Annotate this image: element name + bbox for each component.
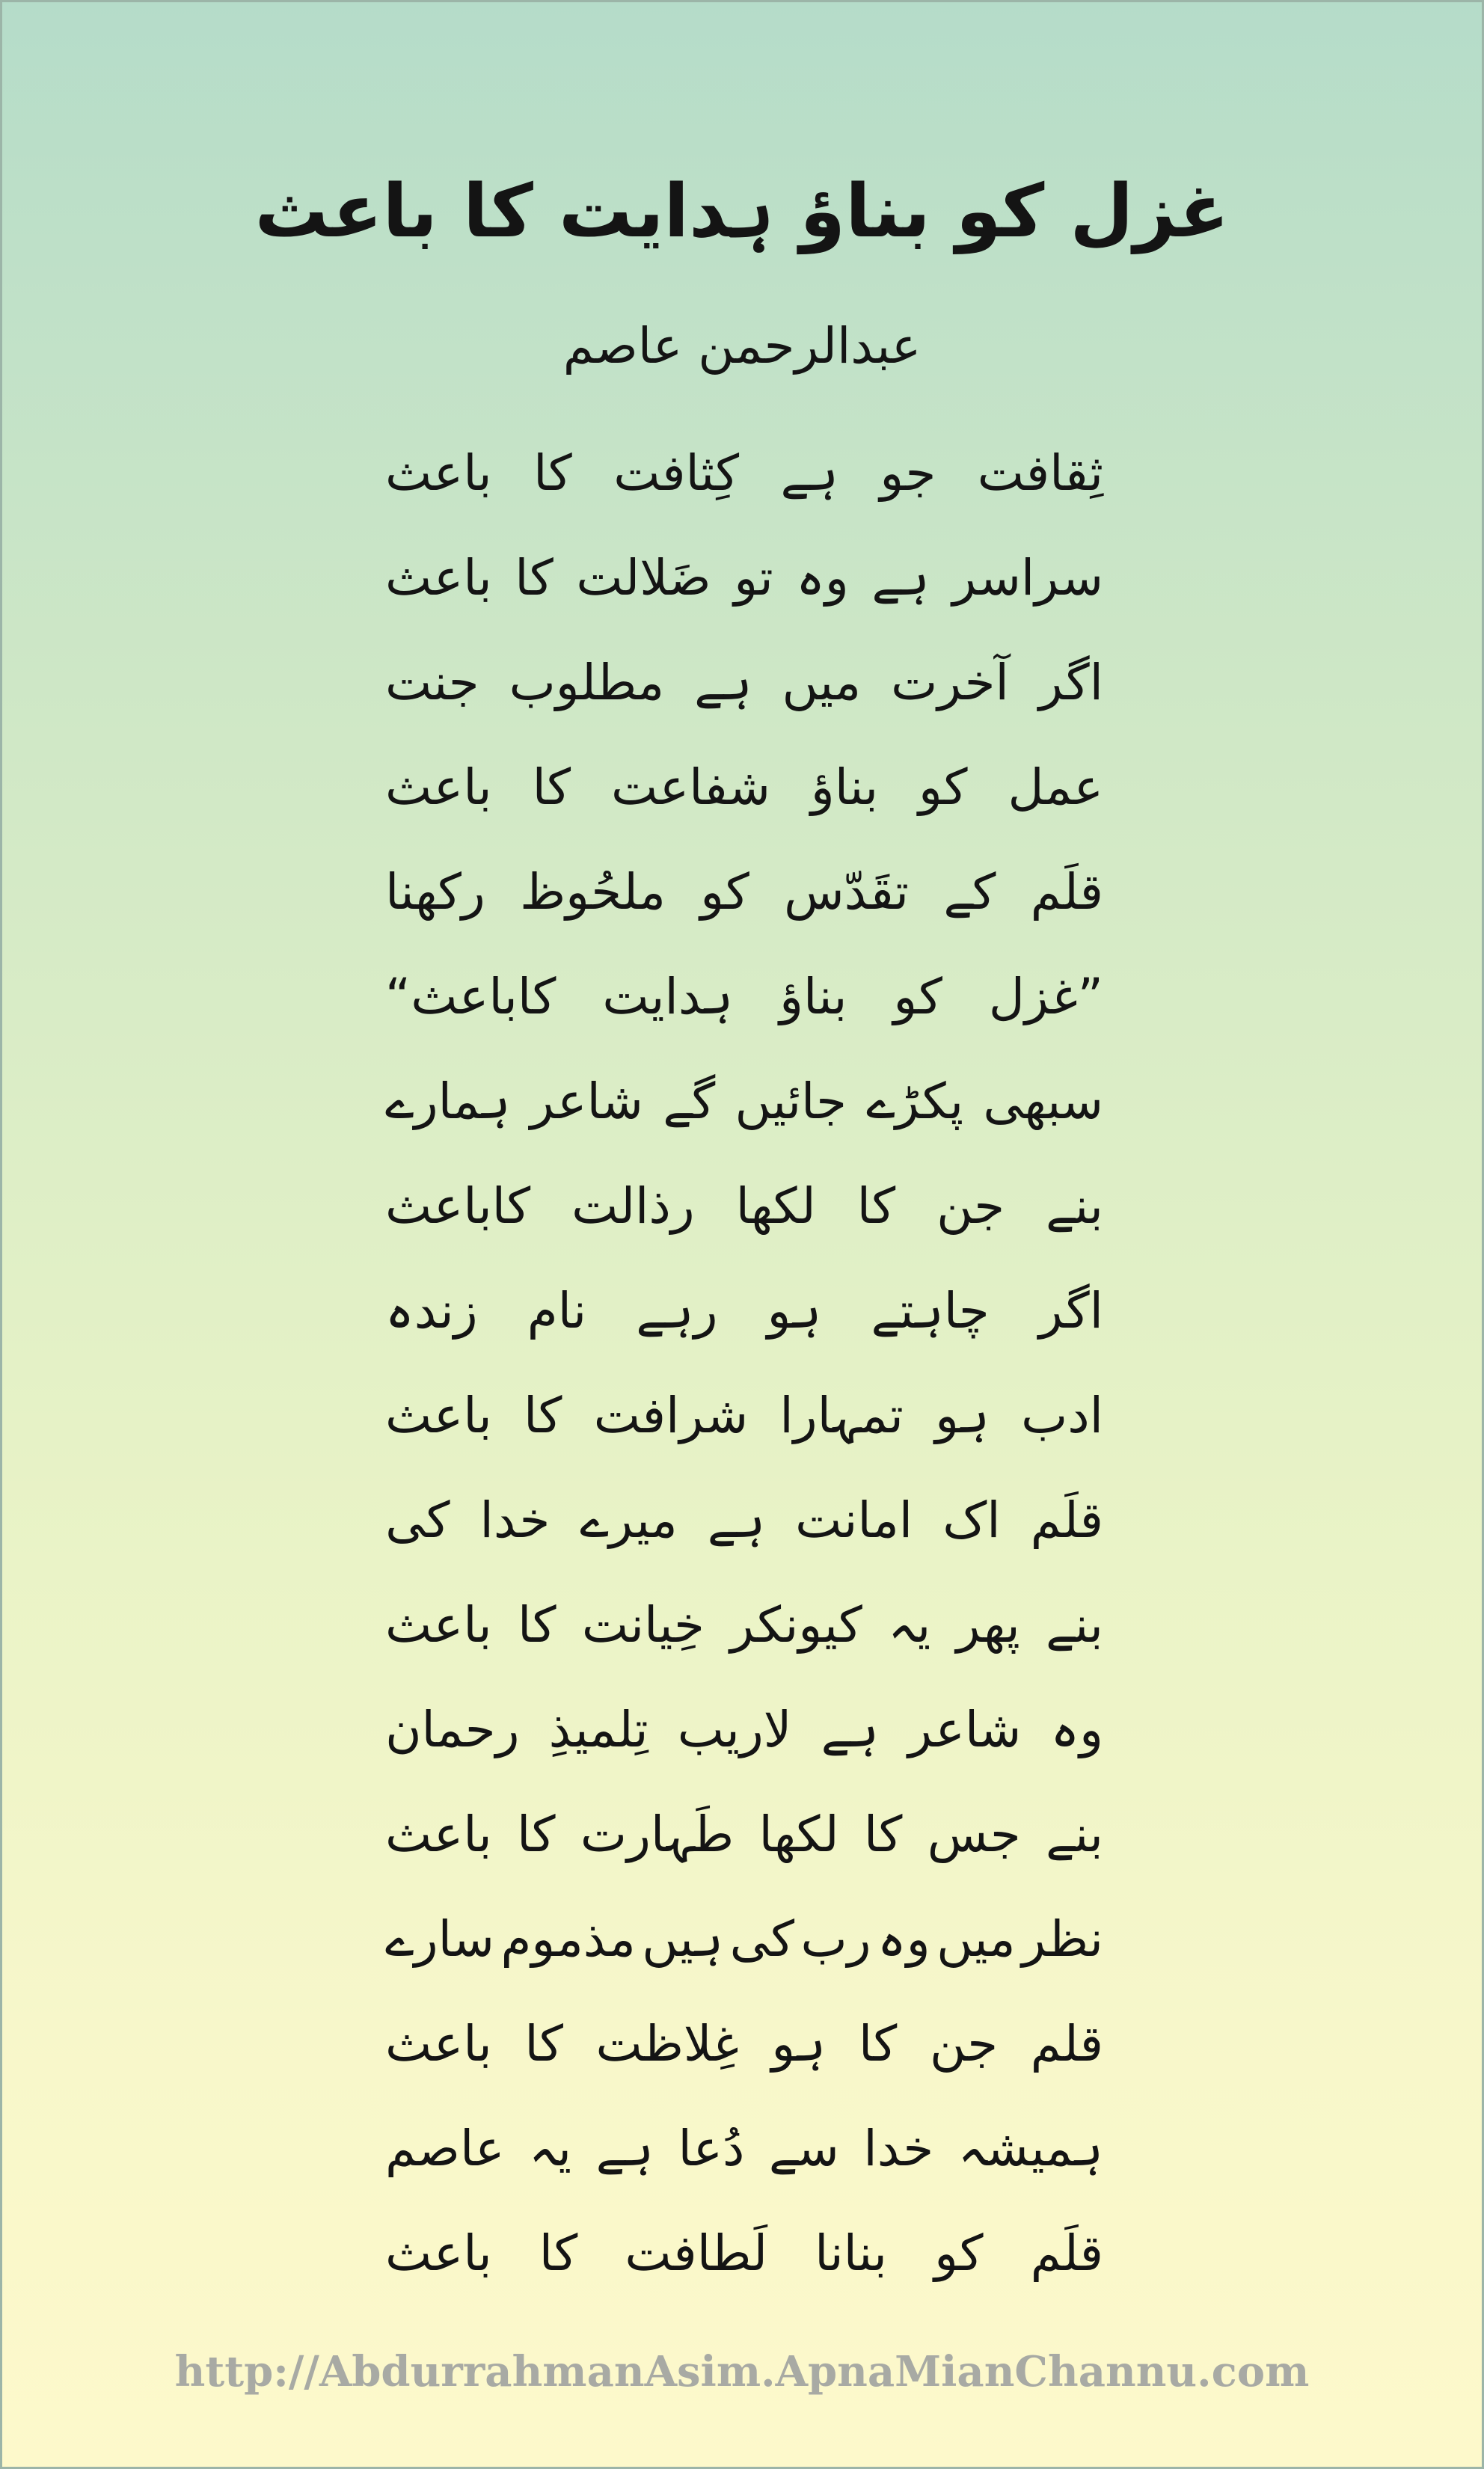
- poem-body: [385, 421, 1103, 2306]
- poem-word: کا: [515, 549, 554, 607]
- poem-word: کِثافت: [613, 444, 740, 502]
- poem-line: [385, 631, 1103, 735]
- poem-word: کا: [517, 1806, 556, 1863]
- poem-word: ہدایت: [602, 968, 734, 1025]
- poem-word: ہے: [707, 1491, 766, 1549]
- poem-line: [385, 1782, 1103, 1887]
- poem-word: ثِقافت: [977, 444, 1103, 502]
- poem-line: [385, 421, 1103, 526]
- poem-line: [385, 1154, 1103, 1259]
- poem-word: کا: [539, 2224, 578, 2282]
- poem-word: کا: [856, 1177, 896, 1235]
- poem-line: [385, 1678, 1103, 1782]
- poem-word: رب: [800, 1910, 871, 1968]
- poem-word: وہ: [796, 549, 849, 607]
- poem-word: ہے: [595, 2120, 654, 2177]
- poem-word: ادب: [1021, 1387, 1103, 1444]
- poem-word: باعث: [385, 549, 492, 607]
- poem-word: ہے: [821, 1701, 879, 1758]
- poem-word: زندہ: [385, 1282, 478, 1340]
- poem-word: جن: [936, 1177, 1005, 1235]
- poem-word: باعث: [385, 444, 492, 502]
- poem-word: جن: [929, 2015, 999, 2073]
- poem-line: [385, 1364, 1103, 1468]
- poem-word: ہے: [871, 549, 930, 607]
- poem-word: رہے: [636, 1282, 718, 1340]
- poem-word: چاہتے: [871, 1282, 990, 1340]
- poem-word: اگر: [1038, 1282, 1103, 1340]
- poem-word: کو: [700, 863, 749, 921]
- poem-word: قلَم: [1030, 1491, 1103, 1549]
- poem-word: پکڑے: [866, 1073, 964, 1130]
- poem-word: کا: [533, 444, 572, 502]
- poem-author: عبدالرحمن عاصم: [562, 317, 922, 375]
- poem-word: باعث: [385, 2224, 492, 2282]
- poem-word: بنے: [1046, 1806, 1103, 1863]
- poem-line: [385, 1992, 1103, 2097]
- poem-word: ہمیشہ: [957, 2120, 1103, 2177]
- poem-line: [385, 735, 1103, 840]
- poem-word: میں: [936, 1910, 1016, 1968]
- poem-word: آخرت: [891, 654, 1009, 711]
- poem-line: [385, 1259, 1103, 1364]
- poem-word: خدا: [863, 2120, 934, 2177]
- poem-word: تقَدّس: [784, 863, 910, 921]
- poem-word: بناؤ: [779, 968, 847, 1025]
- poem-word: ہمارے: [385, 1073, 511, 1130]
- poem-word: اک: [942, 1491, 1001, 1549]
- poem-word: کیونکر: [730, 1596, 862, 1654]
- poem-word: نظر: [1022, 1910, 1103, 1968]
- poem-word: کاباعث: [385, 1177, 531, 1235]
- poem-word: لاریب: [677, 1701, 792, 1758]
- poem-word: تو: [734, 549, 773, 607]
- poem-line: [385, 840, 1103, 945]
- poem-word: ہے: [694, 654, 752, 711]
- poem-word: امانت: [795, 1491, 913, 1549]
- poem-word: جو: [880, 444, 936, 502]
- poem-word: کو: [934, 2224, 984, 2282]
- poem-word: رکھنا: [385, 863, 485, 921]
- poem-word: تِلمیذِ: [548, 1701, 649, 1758]
- poem-word: کی: [729, 1910, 795, 1968]
- poem-word: کا: [524, 2015, 563, 2073]
- poem-word: ہیں: [642, 1910, 724, 1968]
- poem-line: [385, 945, 1103, 1049]
- poem-word: سبھی: [983, 1073, 1103, 1130]
- poem-word: خدا: [479, 1491, 551, 1549]
- poem-word: ہو: [767, 1282, 822, 1340]
- poem-word: کا: [858, 2015, 898, 2073]
- poem-word: پھر: [956, 1596, 1020, 1654]
- poem-line: [385, 1573, 1103, 1678]
- poem-word: رذالت: [571, 1177, 695, 1235]
- poem-word: سے: [768, 2120, 839, 2177]
- poem-word: نام: [527, 1282, 587, 1340]
- poem-word: کے: [943, 863, 996, 921]
- poem-word: رحمان: [385, 1701, 520, 1758]
- poem-word: باعث: [385, 1387, 492, 1444]
- poem-word: غِلاظت: [595, 2015, 739, 2073]
- poem-word: بنے: [1046, 1177, 1103, 1235]
- poem-word: باعث: [385, 758, 492, 816]
- poem-word: تمہارا: [779, 1387, 904, 1444]
- poem-word: میرے: [580, 1491, 678, 1549]
- poem-word: وہ: [877, 1910, 930, 1968]
- poem-word: کاباعث“: [385, 968, 556, 1025]
- poem-word: مطلوب: [509, 654, 665, 711]
- poem-word: لکھا: [735, 1177, 816, 1235]
- poem-word: لکھا: [758, 1806, 839, 1863]
- poem-word: جس: [927, 1806, 1021, 1863]
- poem-word: بنانا: [815, 2224, 888, 2282]
- poem-word: ہو: [935, 1387, 990, 1444]
- poem-word: بناؤ: [810, 758, 879, 816]
- poem-word: لَطافت: [625, 2224, 768, 2282]
- poem-word: ہو: [771, 2015, 827, 2073]
- poem-word: میں: [782, 654, 862, 711]
- poem-word: کو: [893, 968, 942, 1025]
- poem-word: گے: [663, 1073, 716, 1130]
- poem-line: [385, 2097, 1103, 2201]
- poem-word: شاعر: [908, 1701, 1022, 1758]
- poem-word: کا: [863, 1806, 903, 1863]
- poem-word: مذموم: [500, 1910, 636, 1968]
- poem-word: جائیں: [735, 1073, 847, 1130]
- poem-word: باعث: [385, 1596, 492, 1654]
- poem-line: [385, 2201, 1103, 2306]
- poem-word: عاصم: [385, 2120, 505, 2177]
- poem-word: ہے: [780, 444, 838, 502]
- poem-word: سارے: [385, 1910, 494, 1968]
- poem-word: عمل: [1008, 758, 1103, 816]
- poem-word: خِیانت: [581, 1596, 705, 1654]
- poem-word: کا: [523, 1387, 562, 1444]
- poem-word: یہ: [888, 1596, 931, 1654]
- poem-word: کو: [919, 758, 968, 816]
- poem-word: دُعا: [678, 2120, 745, 2177]
- poem-word: سراسر: [952, 549, 1103, 607]
- poem-word: شاعر: [530, 1073, 643, 1130]
- poem-line: [385, 1887, 1103, 1992]
- poem-word: قلَم: [1030, 2224, 1103, 2282]
- poem-word: قلَم: [1030, 863, 1103, 921]
- poem-line: [385, 1468, 1103, 1573]
- poem-word: طَہارت: [580, 1806, 735, 1863]
- poem-line: [385, 1049, 1103, 1154]
- poem-word: اگر: [1038, 654, 1103, 711]
- poem-word: باعث: [385, 1806, 492, 1863]
- website-url: http://AbdurrahmanAsim.ApnaMianChannu.com: [174, 2347, 1310, 2396]
- poem-title: غزل کو بناؤ ہدایت کا باعث: [254, 169, 1230, 254]
- poem-word: کی: [385, 1491, 450, 1549]
- poem-word: بنے: [1046, 1596, 1103, 1654]
- poem-word: ”غزل: [988, 968, 1103, 1025]
- poem-word: جنت: [385, 654, 479, 711]
- poem-word: باعث: [385, 2015, 492, 2073]
- poem-line: [385, 526, 1103, 631]
- poem-word: ضَلالت: [576, 549, 711, 607]
- poem-word: کا: [517, 1596, 556, 1654]
- poem-word: قلم: [1030, 2015, 1103, 2073]
- poem-word: شرافت: [593, 1387, 749, 1444]
- poem-word: یہ: [529, 2120, 572, 2177]
- poem-word: کا: [532, 758, 571, 816]
- poem-word: شفاعت: [610, 758, 770, 816]
- poem-word: ملحُوظ: [520, 863, 666, 921]
- poem-word: وہ: [1050, 1701, 1103, 1758]
